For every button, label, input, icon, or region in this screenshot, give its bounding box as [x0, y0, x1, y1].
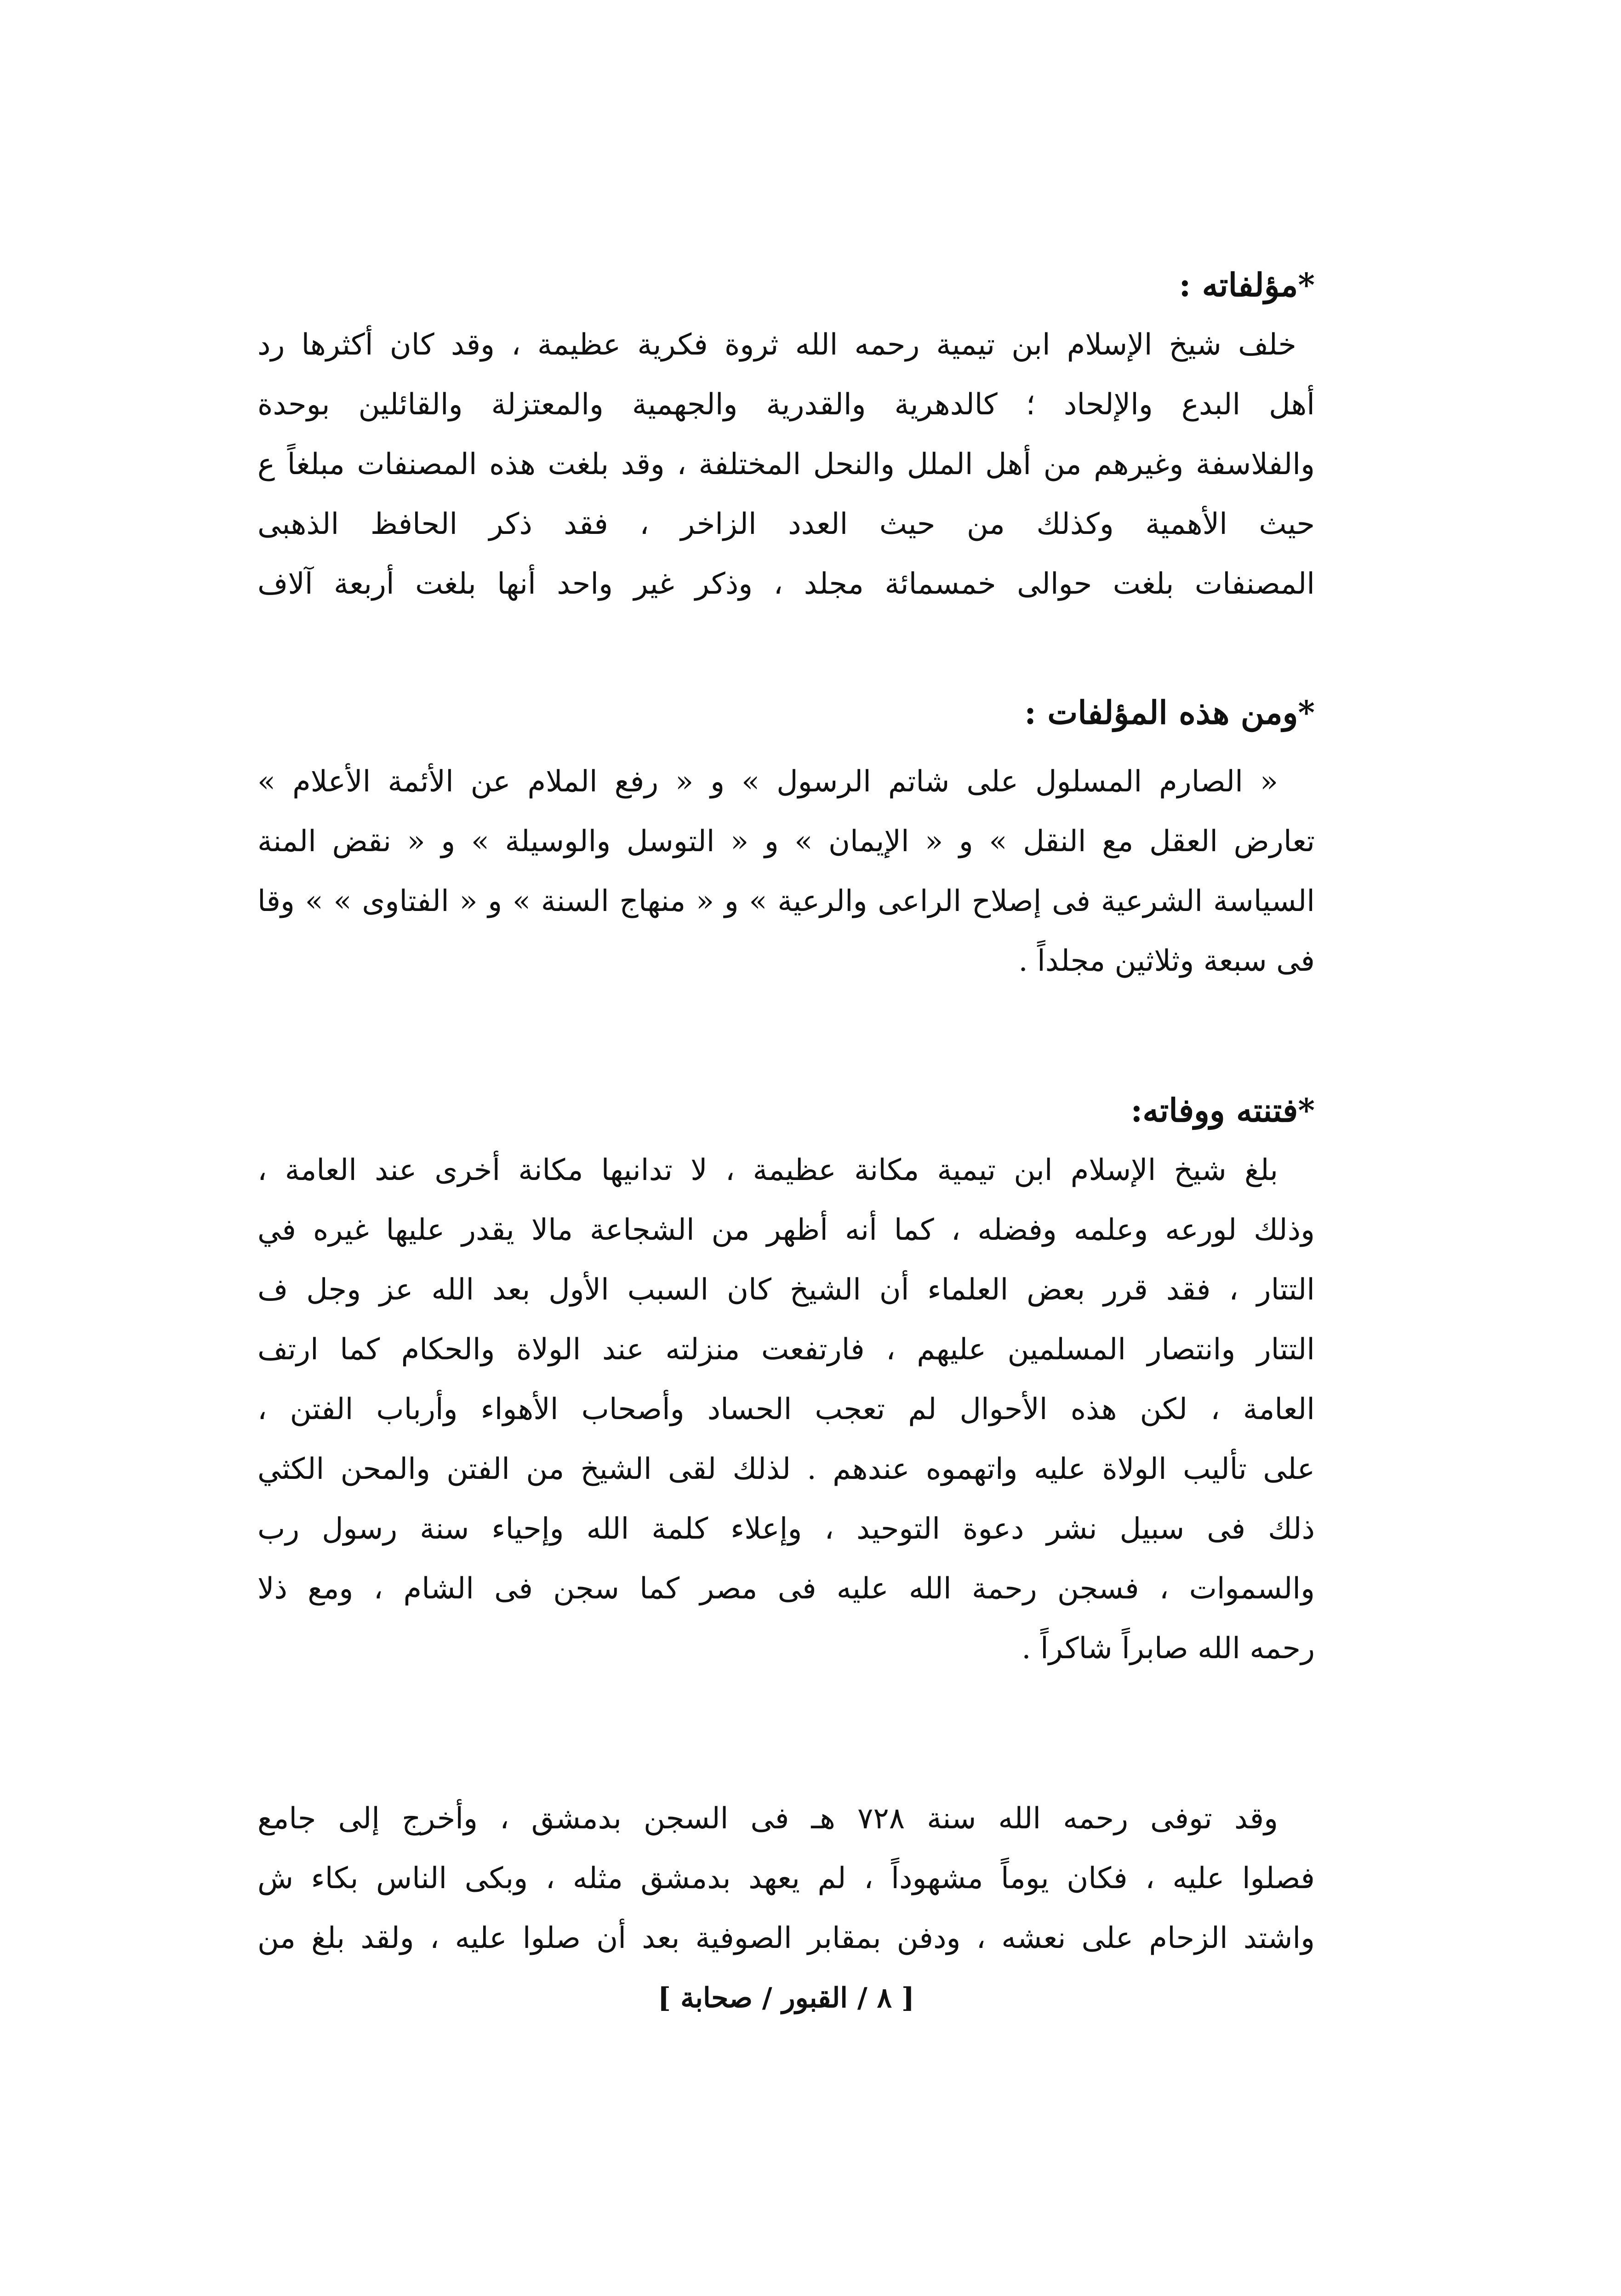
- paragraph-line: بلغ شيخ الإسلام ابن تيمية مكانة عظيمة ، لا تدانيها مكانة أخرى عند العامة ،: [257, 1153, 1278, 1187]
- section-trial: [257, 1081, 1315, 1678]
- section-works: [257, 255, 1315, 614]
- paragraph-line: أهل البدع والإلحاد ؛ كالدهرية والقدرية والجهمية والمعتزلة والقائلين بوحدة: [257, 388, 1315, 422]
- paragraph-line: وذلك لورعه وعلمه وفضله ، كما أنه أظهر من الشجاعة مالا يقدر عليها غيره في: [257, 1213, 1315, 1247]
- paragraph-line: تعارض العقل مع النقل » و « الإيمان » و « التوسل والوسيلة » و « نقض المنة: [257, 824, 1315, 859]
- section-heading-trial: *فتنته ووفاته:: [1130, 1091, 1315, 1129]
- section-some-works: [257, 683, 1315, 991]
- paragraph-line: السياسة الشرعية فى إصلاح الراعى والرعية » و « منهاج السنة » و « الفتاوى » » وقا: [257, 884, 1315, 918]
- paragraph-line: فى سبعة وثلاثين مجلداً .: [1018, 944, 1315, 978]
- section-heading-some-works: *ومن هذه المؤلفات :: [1024, 693, 1315, 732]
- paragraph-line: المصنفات بلغت حوالى خمسمائة مجلد ، وذكر غير واحد أنها بلغت أربعة آلاف: [257, 567, 1315, 601]
- section-death: [257, 1789, 1315, 1968]
- paragraph-line: فصلوا عليه ، فكان يوماً مشهوداً ، لم يعهد بدمشق مثله ، وبكى الناس بكاء ش: [257, 1861, 1315, 1895]
- paragraph-line: ذلك فى سبيل نشر دعوة التوحيد ، وإعلاء كلمة الله وإحياء سنة رسول رب: [257, 1512, 1315, 1546]
- paragraph-line: وقد توفى رحمه الله سنة ٧٢٨ هـ فى السجن بدمشق ، وأخرج إلى جامع: [257, 1802, 1279, 1836]
- section-heading-works: *مؤلفاته :: [1179, 266, 1315, 304]
- paragraph-line: التتار وانتصار المسلمين عليهم ، فارتفعت منزلته عند الولاة والحكام كما ارتف: [257, 1333, 1315, 1367]
- paragraph-line: والفلاسفة وغيرهم من أهل الملل والنحل المختلفة ، وقد بلغت هذه المصنفات مبلغاً ع: [257, 447, 1315, 481]
- paragraph-line: رحمه الله صابراً شاكراً .: [1022, 1632, 1315, 1666]
- page-footer: [ ٨ / القبور / صحابة ]: [657, 1982, 915, 2014]
- paragraph-line: والسموات ، فسجن رحمة الله عليه فى مصر كما سجن فى الشام ، ومع ذلا: [257, 1572, 1315, 1606]
- paragraph-line: واشتد الزحام على نعشه ، ودفن بمقابر الصوفية بعد أن صلوا عليه ، ولقد بلغ من: [257, 1921, 1315, 1955]
- paragraph-line: على تأليب الولاة عليه واتهموه عندهم . لذلك لقى الشيخ من الفتن والمحن الكثي: [257, 1452, 1315, 1486]
- paragraph-line: « الصارم المسلول على شاتم الرسول » و « رفع الملام عن الأئمة الأعلام »: [257, 765, 1278, 799]
- paragraph-line: خلف شيخ الإسلام ابن تيمية رحمه الله ثروة فكرية عظيمة ، وقد كان أكثرها رد: [257, 328, 1296, 362]
- paragraph-line: التتار ، فقد قرر بعض العلماء أن الشيخ كان السبب الأول بعد الله عز وجل ف: [257, 1273, 1315, 1307]
- paragraph-line: العامة ، لكن هذه الأحوال لم تعجب الحساد وأصحاب الأهواء وأرباب الفتن ،: [257, 1392, 1315, 1426]
- paragraph-line: حيث الأهمية وكذلك من حيث العدد الزاخر ، فقد ذكر الحافظ الذهبى: [257, 507, 1315, 541]
